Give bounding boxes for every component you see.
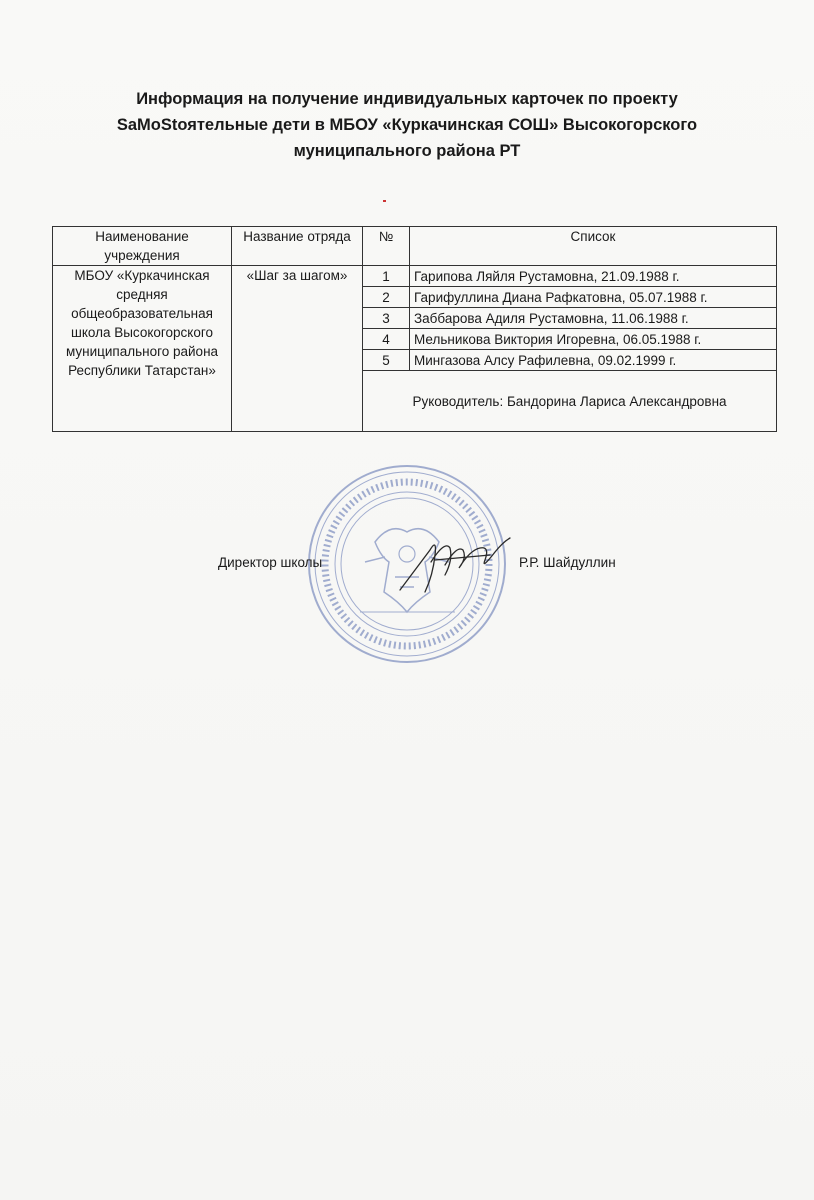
row-number: 1 bbox=[363, 266, 410, 287]
students-table bbox=[52, 226, 777, 432]
row-number: 5 bbox=[363, 350, 410, 371]
student-name: Гарифуллина Диана Рафкатовна, 05.07.1988 г. bbox=[410, 287, 777, 308]
row-number: 4 bbox=[363, 329, 410, 350]
student-name: Заббарова Адиля Рустамовна, 11.06.1988 г. bbox=[410, 308, 777, 329]
student-name: Мингазова Алсу Рафилевна, 09.02.1999 г. bbox=[410, 350, 777, 371]
header-institution: Наименование учреждения bbox=[53, 227, 232, 266]
title-line-1: Информация на получение индивидуальных карточек по проекту bbox=[136, 90, 678, 108]
student-name: Мельникова Виктория Игоревна, 06.05.1988 г. bbox=[410, 329, 777, 350]
document-title bbox=[60, 86, 754, 164]
squad-cell: «Шаг за шагом» bbox=[232, 266, 363, 432]
signature-icon bbox=[395, 520, 515, 600]
row-number: 2 bbox=[363, 287, 410, 308]
leader-cell: Руководитель: Бандорина Лариса Александровна bbox=[363, 371, 777, 432]
table-row bbox=[53, 266, 777, 287]
director-label: Директор школы bbox=[218, 555, 323, 570]
header-number: № bbox=[363, 227, 410, 266]
student-name: Гарипова Ляйля Рустамовна, 21.09.1988 г. bbox=[410, 266, 777, 287]
ink-mark bbox=[383, 200, 386, 202]
institution-cell: МБОУ «Куркачинская средняя общеобразовательная школа Высокогорского муниципального района Республики Татарстан» bbox=[53, 266, 232, 432]
title-line-3: муниципального района РТ bbox=[293, 142, 521, 160]
table-header-row bbox=[53, 227, 777, 266]
row-number: 3 bbox=[363, 308, 410, 329]
director-name: Р.Р. Шайдуллин bbox=[519, 555, 616, 570]
header-list: Список bbox=[410, 227, 777, 266]
title-line-2: SaMoStоятельные дети в МБОУ «Куркачинская СОШ» Высокогорского bbox=[116, 116, 698, 134]
header-squad: Название отряда bbox=[232, 227, 363, 266]
